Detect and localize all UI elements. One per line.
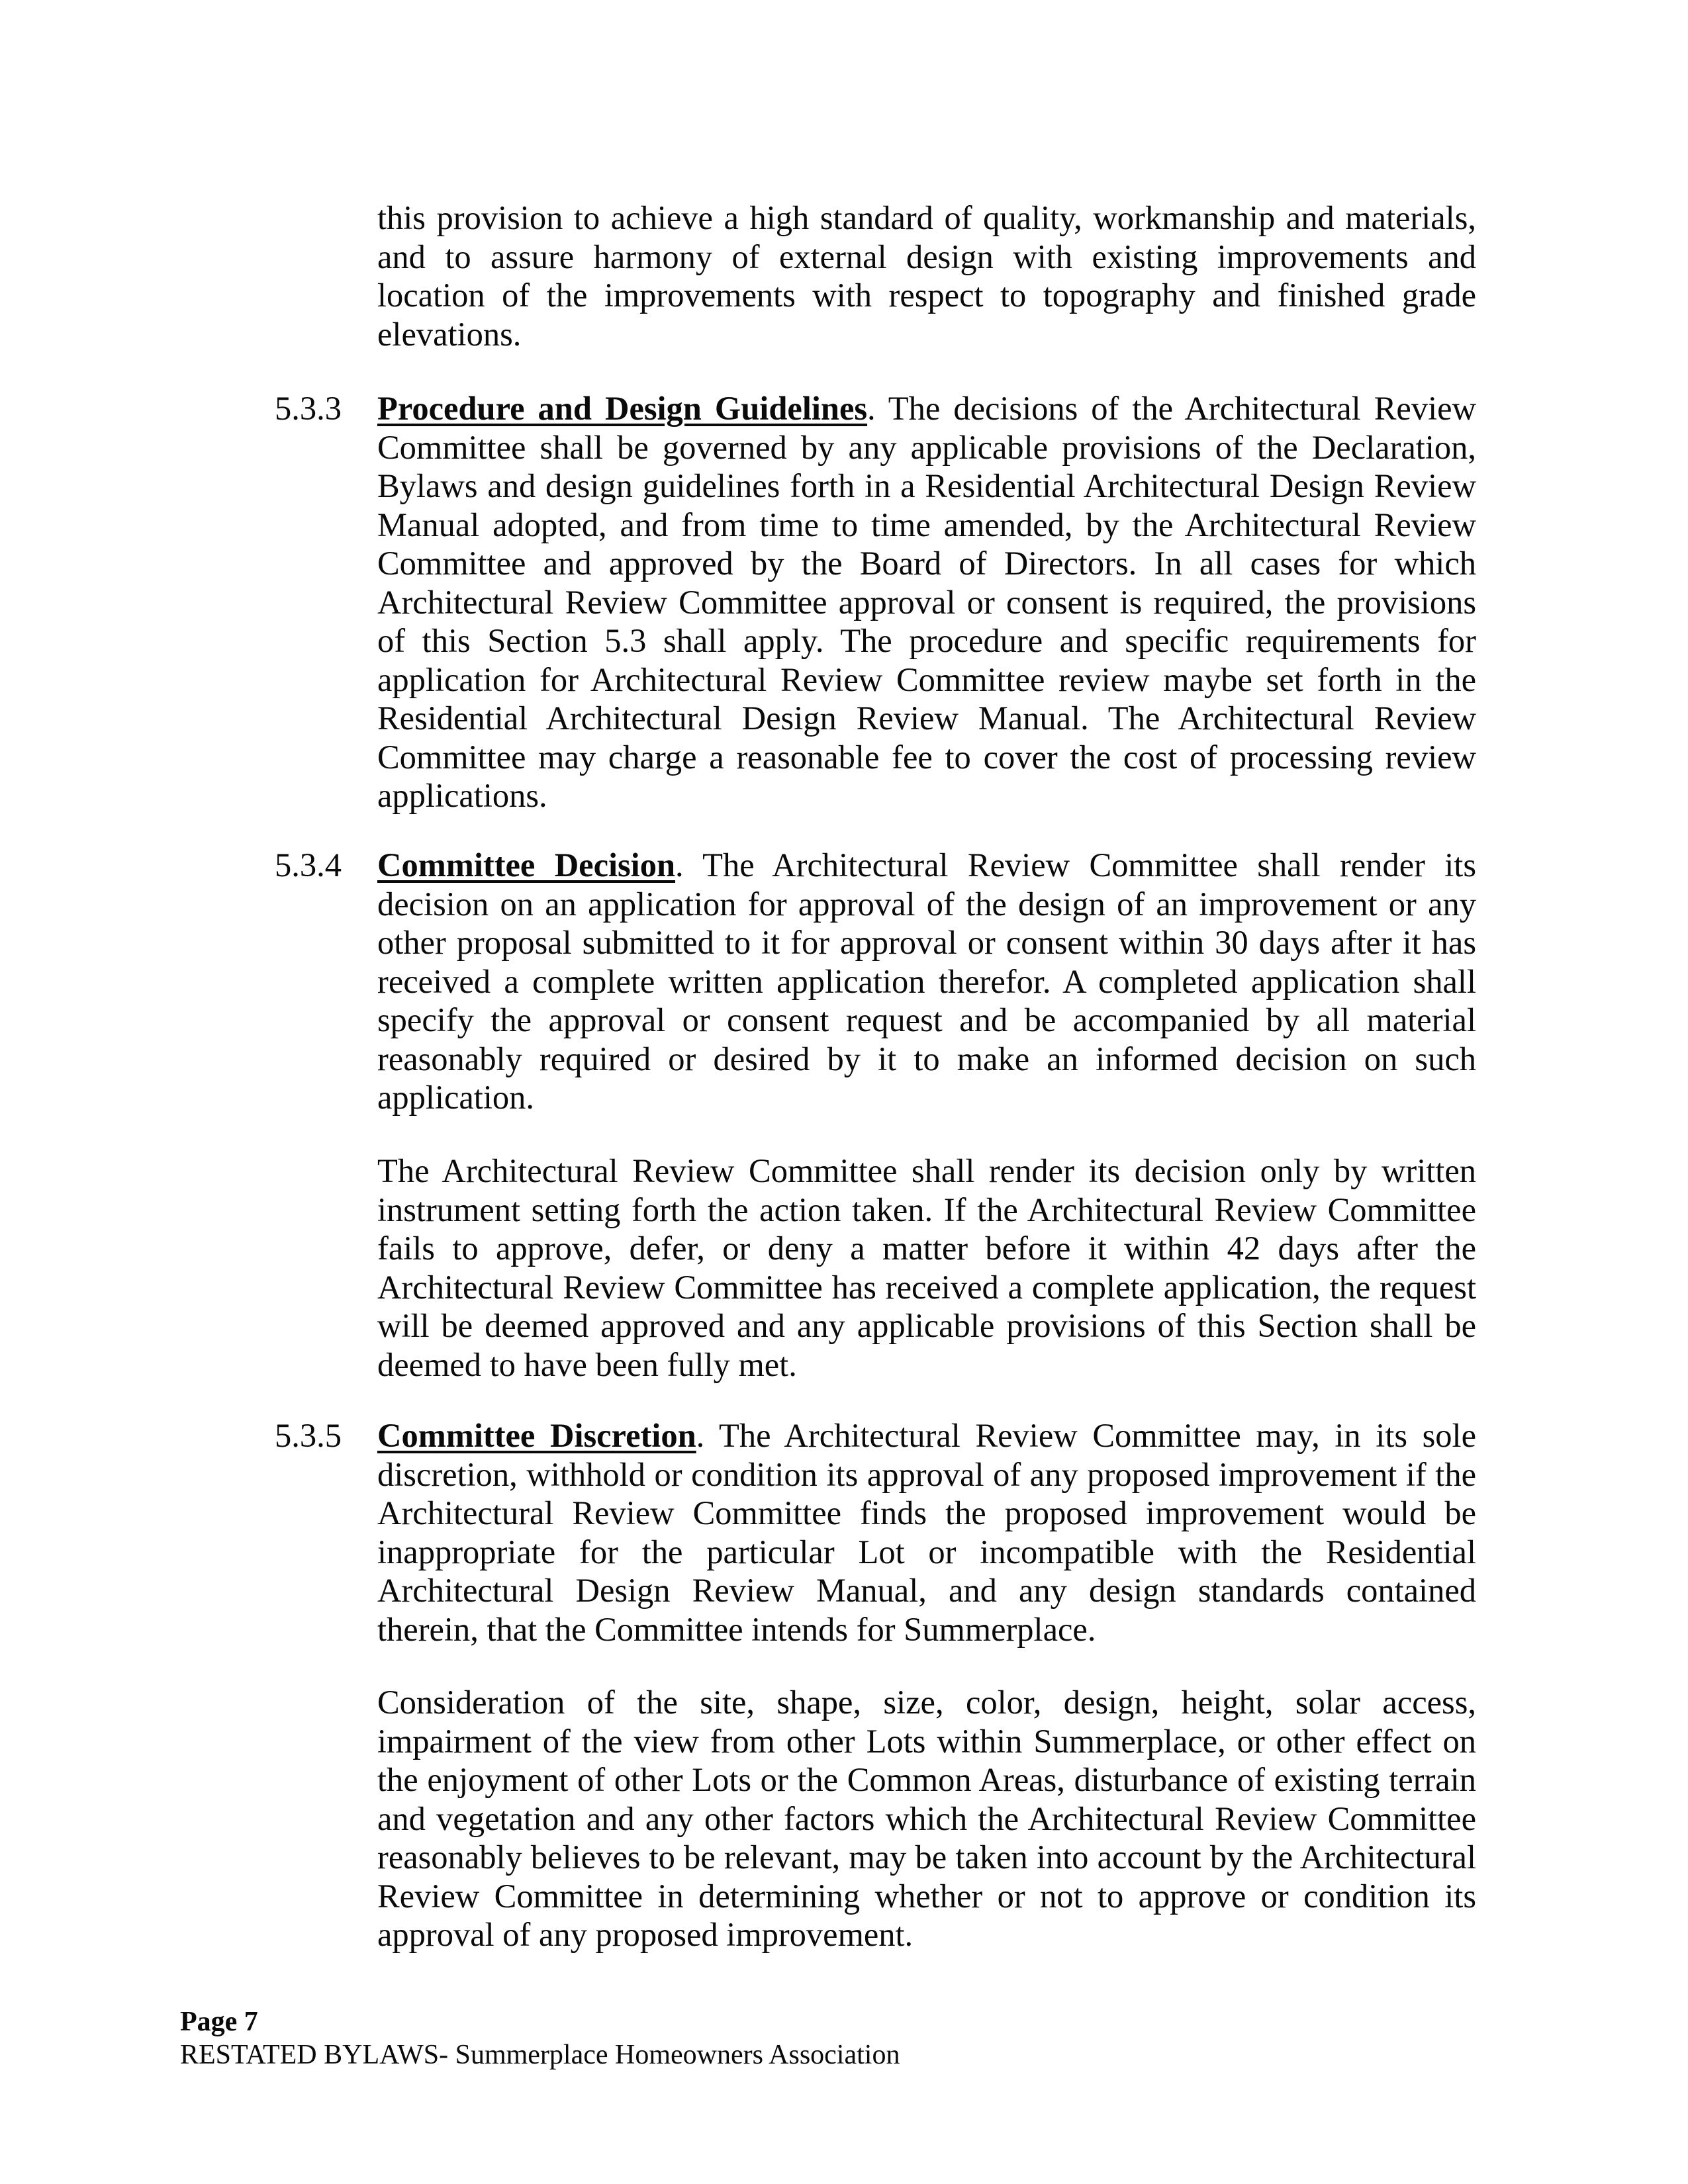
section-5-3-5-body: . The Architectural Review Committee may, in its sole discretion, withhold or condition its approval of any proposed improvement if the Architectural Review Committee finds the proposed improvement would be inappropriate for the particular Lot or incompatible with the Residential Architectural Design Review Manual, and any design standards contained therein, that the Committee intends for Summerplace. — [377, 1417, 1476, 1648]
footer-page-number: Page 7 — [180, 2007, 258, 2037]
section-number-5-3-5: 5.3.5 — [275, 1417, 342, 1454]
section-5-3-4-body: . The Architectural Review Committee shall render its decision on an application for approval of the design of an improvement or any other proposal submitted to it for approval or consent within 30 days after it has received a complete written application therefor. A completed application shall specify the approval or consent request and be accompanied by all material reasonably required or desired by it to make an informed decision on such application. — [377, 846, 1476, 1116]
section-heading-committee-discretion: Committee Discretion — [377, 1417, 696, 1454]
footer-document-title: RESTATED BYLAWS- Summerplace Homeowners Association — [180, 2040, 900, 2070]
section-5-3-4-paragraph — [377, 846, 1476, 1117]
section-number-5-3-4: 5.3.4 — [275, 846, 342, 884]
section-5-3-5-paragraph — [377, 1416, 1476, 1649]
section-5-3-5-continuation: Consideration of the site, shape, size, color, design, height, solar access, impairment of the view from other Lots within Summerplace, or other effect on the enjoyment of other Lots or the Common Areas, disturbance of existing terrain and vegetation and any other factors which the Architectural Review Committee reasonably believes to be relevant, may be taken into account by the Architectural Review Committee in determining whether or not to approve or condition its approval of any proposed improvement. — [377, 1684, 1476, 1953]
section-5-3-3-paragraph — [377, 389, 1476, 815]
section-heading-committee-decision: Committee Decision — [377, 846, 676, 884]
section-5-3-4-continuation: The Architectural Review Committee shall render its decision only by written instrument setting forth the action taken. If the Architectural Review Committee fails to approve, defer, or deny a matter before it within 42 days after the Architectural Review Committee has received a complete application, the request will be deemed approved and any applicable provisions of this Section shall be deemed to have been fully met. — [377, 1152, 1476, 1383]
section-number-5-3-3: 5.3.3 — [275, 390, 342, 427]
section-5-3-3-body: . The decisions of the Architectural Review Committee shall be governed by any applicable provisions of the Declaration, Bylaws and design guidelines forth in a Residential Architectural Design Review Manual adopted, and from time to time amended, by the Architectural Review Committee and approved by the Board of Directors. In all cases for which Architectural Review Committee approval or consent is required, the provisions of this Section 5.3 shall apply. The procedure and specific requirements for application for Architectural Review Committee review maybe set forth in the Residential Architectural Design Review Manual. The Architectural Review Committee may charge a reasonable fee to cover the cost of processing review applications. — [377, 390, 1477, 814]
intro-paragraph: this provision to achieve a high standard of quality, workmanship and materials, and to assure harmony of external design with existing improvements and location of the improvements with respect to topography and finished grade elevations. — [377, 199, 1476, 353]
section-heading-procedure-and-design-guidelines: Procedure and Design Guidelines — [377, 390, 868, 427]
